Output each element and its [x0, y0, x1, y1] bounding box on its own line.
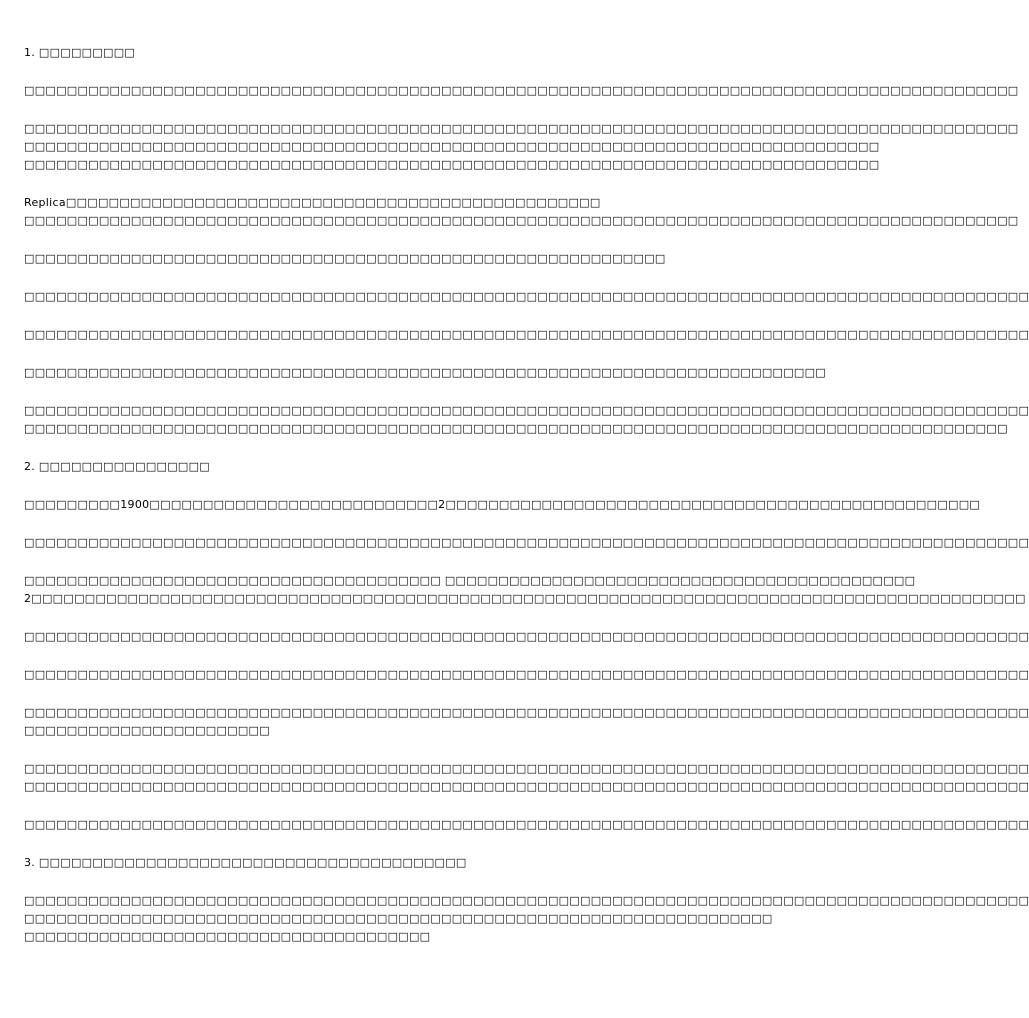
paragraph-line: □□□□□□□□□□□□□□□□□□□□□□□ — [24, 724, 270, 737]
section-2-heading — [24, 458, 696, 476]
paragraph — [24, 326, 1029, 344]
paragraph-line: □□□□□□□□□□□□□□□□□□□□□□□□□□□□□□□□□□□□□□□□□□□□□□□□□□□□□□□□□□□□□□□□□□□□□□□□□□□□□□□□□□□□□□□□□□□□□□ — [24, 328, 1029, 341]
paragraph-line: □□□□□□□□□□□□□□□□□□□□□□□□□□□□□□□□□□□□□□□□□□□□□□□□□□□□□□□□□□□□□□□□□□□□□□□□□□□□□□□□□□□□□□□□□□□□□□ — [24, 706, 1029, 719]
section-3-heading — [24, 854, 696, 872]
paragraph-line: □□□□□□□□□□□□□□□□□□□□□□□□□□□□□□□□□□□□□□□□□□□□□□□□□□□□□□□□□□□□□□□□□□□□□□□□□□□ — [24, 366, 826, 379]
paragraph — [24, 892, 1029, 946]
paragraph-line: □□□□□□□□□□□□□□□□□□□□□□□□□□□□□□□□□□□□□□□ □□□□□□□□□□□□□□□□□□□□□□□□□□□□□□□□□□□□□□□□□□□□ — [24, 574, 916, 587]
paragraph — [24, 760, 1029, 796]
paragraph-line: □□□□□□□□□□□□□□□□□□□□□□□□□□□□□□□□□□□□□□□□□□□□□□□□□□□□□□□□□□□□□□□□□□□□□□□□□□□□□□□□□□□□□□□□□□□□□□ — [24, 290, 1029, 303]
paragraph — [24, 364, 826, 382]
paragraph-line: Replica□□□□□□□□□□□□□□□□□□□□□□□□□□□□□□□□□□□□□□□□□□□□□□□□□□ — [24, 196, 601, 209]
paragraph — [24, 704, 1029, 740]
paragraph — [24, 666, 1029, 684]
paragraph-line: □□□□□□□□□□□□□□□□□□□□□□□□□□□□□□□□□□□□□□□□□□□□□□□□□□□□□□□□□□□□□□□□□□□□□□□□□□□□□□□□□□□□□□□□□□□□□□ — [24, 668, 1029, 681]
paragraph — [24, 194, 1019, 230]
heading-text: 1. □□□□□□□□□ — [24, 46, 136, 59]
heading-text: 2. □□□□□□□□□□□□□□□□ — [24, 460, 210, 473]
paragraph-line: □□□□□□□□□□□□□□□□□□□□□□□□□□□□□□□□□□□□□□□□□□□□□□□□□□□□□□□□□□□□□□□□□□□□□□□□□□□□□□□□□□□□□□□□□□□□□□ — [24, 762, 1029, 775]
paragraph-line: □□□□□□□□□□□□□□□□□□□□□□□□□□□□□□□□□□□□□□□□□□□□□□□□□□□□□□□□□□□□□□□□□□□□□□□□□□□□□□□□□□□□□□□□□□□□□□ — [24, 536, 1029, 549]
paragraph-line: □□□□□□□□□□□□□□□□□□□□□□□□□□□□□□□□□□□□□□□□□□□□□□□□□□□□□□□□□□□□□□□□□□□□□□□□□□□□□□□□ — [24, 158, 880, 171]
paragraph-line: □□□□□□□□□□□□□□□□□□□□□□□□□□□□□□□□□□□□□□□□□□□□□□□□□□□□□□□□□□□□□□□□□□□□□□□□□□□□□□□□□□□□□□□□□□□□□ — [24, 214, 1019, 227]
paragraph — [24, 496, 981, 514]
paragraph-line: □□□□□□□□□□□□□□□□□□□□□□□□□□□□□□□□□□□□□□□□□□□□□□□□□□□□□□□□□□□□□□□□□□□□□□□□□□□□□□□□□□□□□□□□□□□□□ — [24, 122, 1019, 135]
paragraph — [24, 816, 1029, 834]
paragraph — [24, 534, 1029, 552]
paragraph-line: □□□□□□□□□□□□□□□□□□□□□□□□□□□□□□□□□□□□□□□□□□□□□□□□□□□□□□□□□□□□ — [24, 252, 666, 265]
paragraph — [24, 402, 1029, 438]
paragraph-line: □□□□□□□□□□□□□□□□□□□□□□□□□□□□□□□□□□□□□□□□□□□□□□□□□□□□□□□□□□□□□□□□□□□□□□□□□□□□□□□□ — [24, 140, 880, 153]
paragraph — [24, 120, 1019, 174]
paragraph — [24, 82, 1019, 100]
paragraph-line: □□□□□□□□□□□□□□□□□□□□□□□□□□□□□□□□□□□□□□□□□□□□□□□□□□□□□□□□□□□□□□□□□□□□□□□□□□□□□□□□□□□□□□□□□□□□□ — [24, 84, 1019, 97]
paragraph-line: □□□□□□□□□□□□□□□□□□□□□□□□□□□□□□□□□□□□□□□□□□□□□□□□□□□□□□□□□□□□□□□□□□□□□□□□□□□□□□□□□□□□□□□□□□□□□□ — [24, 780, 1029, 793]
paragraph-line: 2□□□□□□□□□□□□□□□□□□□□□□□□□□□□□□□□□□□□□□□□□□□□□□□□□□□□□□□□□□□□□□□□□□□□□□□□□□□□□□□□□□□□□□□□□□□□□ — [24, 592, 1026, 605]
paragraph-line: □□□□□□□□□1900□□□□□□□□□□□□□□□□□□□□□□□□□□□2□□□□□□□□□□□□□□□□□□□□□□□□□□□□□□□□□□□□□□□□□□□□□□□□□□ — [24, 498, 981, 511]
paragraph — [24, 288, 1029, 306]
paragraph-line: □□□□□□□□□□□□□□□□□□□□□□□□□□□□□□□□□□□□□□□□□□□□□□□□□□□□□□□□□□□□□□□□□□□□□□ — [24, 912, 773, 925]
paragraph — [24, 572, 1026, 608]
paragraph-line: □□□□□□□□□□□□□□□□□□□□□□□□□□□□□□□□□□□□□□□□□□□□□□□□□□□□□□□□□□□□□□□□□□□□□□□□□□□□□□□□□□□□□□□□□□□□ — [24, 422, 1008, 435]
section-1-heading — [24, 44, 696, 62]
paragraph-line: □□□□□□□□□□□□□□□□□□□□□□□□□□□□□□□□□□□□□□ — [24, 930, 431, 943]
paragraph-line: □□□□□□□□□□□□□□□□□□□□□□□□□□□□□□□□□□□□□□□□□□□□□□□□□□□□□□□□□□□□□□□□□□□□□□□□□□□□□□□□□□□□□□□□□□□□□□ — [24, 404, 1029, 417]
paragraph — [24, 628, 1029, 646]
paragraph — [24, 250, 696, 268]
paragraph-line: □□□□□□□□□□□□□□□□□□□□□□□□□□□□□□□□□□□□□□□□□□□□□□□□□□□□□□□□□□□□□□□□□□□□□□□□□□□□□□□□□□□□□□□□□□□□□□ — [24, 894, 1029, 907]
paragraph-line: □□□□□□□□□□□□□□□□□□□□□□□□□□□□□□□□□□□□□□□□□□□□□□□□□□□□□□□□□□□□□□□□□□□□□□□□□□□□□□□□□□□□□□□□□□□□□□ — [24, 818, 1029, 831]
paragraph-line: □□□□□□□□□□□□□□□□□□□□□□□□□□□□□□□□□□□□□□□□□□□□□□□□□□□□□□□□□□□□□□□□□□□□□□□□□□□□□□□□□□□□□□□□□□□□□□ — [24, 630, 1029, 643]
heading-text: 3. □□□□□□□□□□□□□□□□□□□□□□□□□□□□□□□□□□□□□□□□ — [24, 856, 467, 869]
